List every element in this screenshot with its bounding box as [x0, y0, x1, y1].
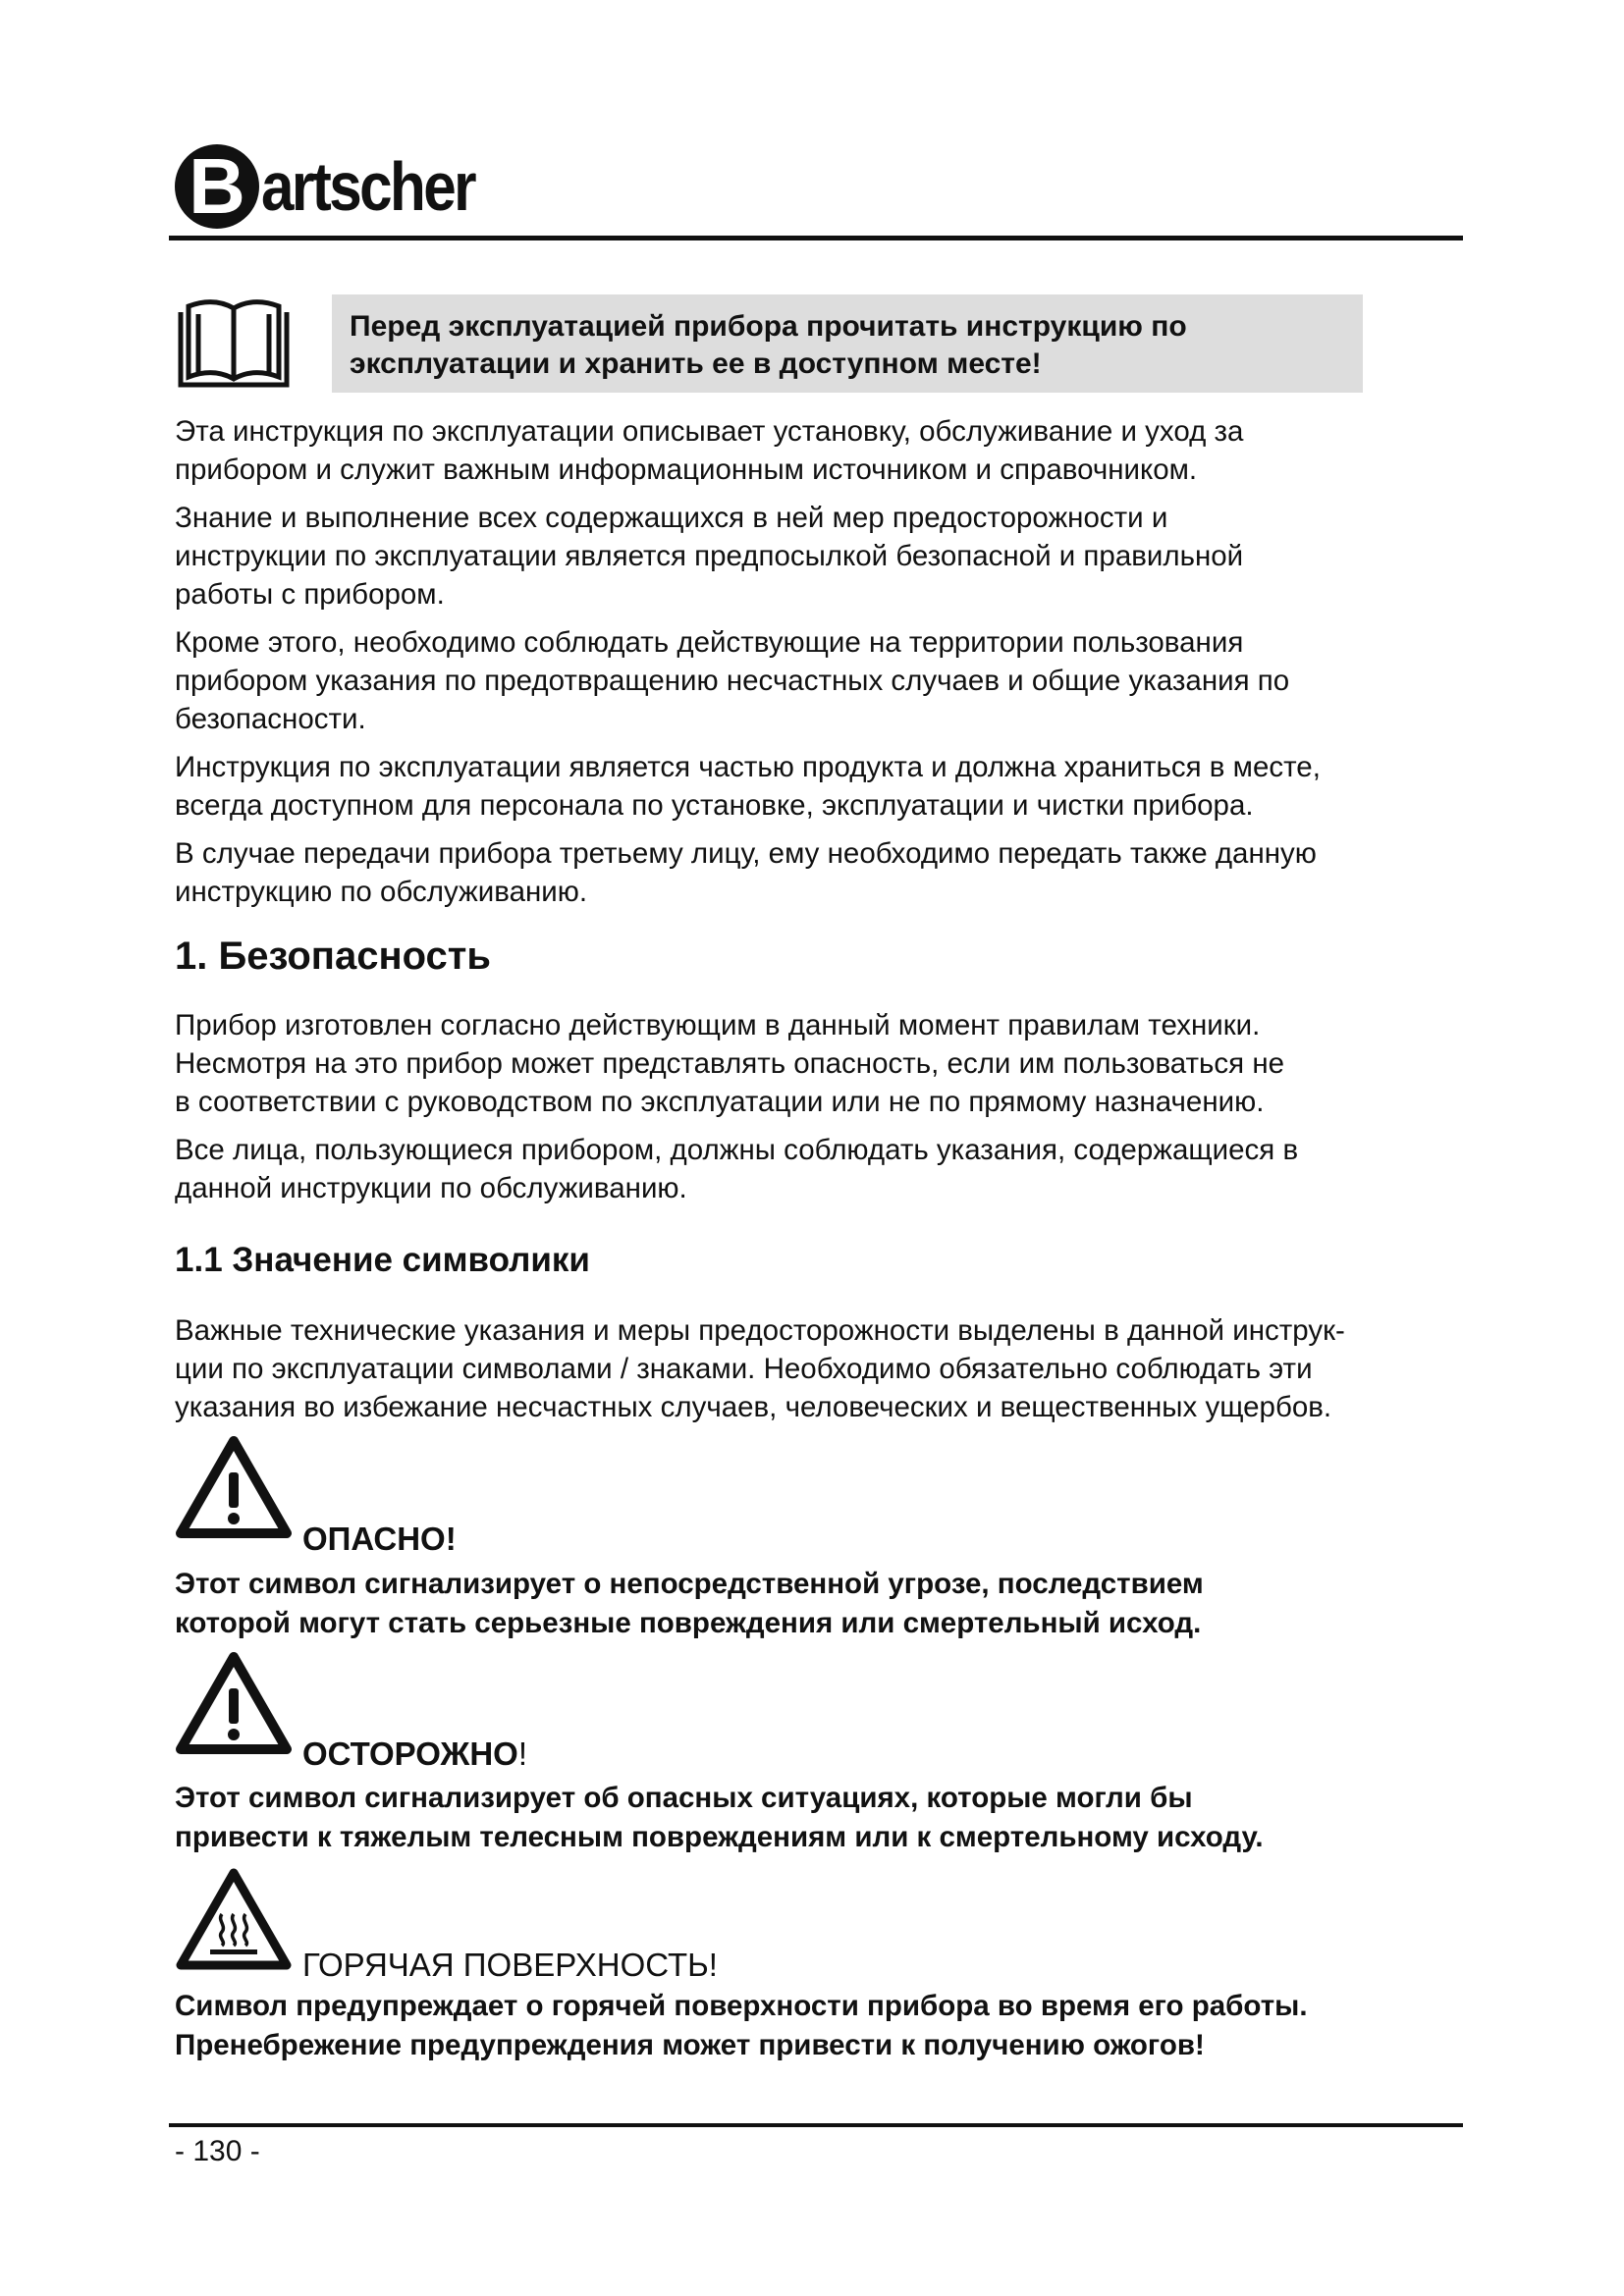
hot-surface-description — [175, 1987, 1308, 2065]
caution-title-text: ОСТОРОЖНО — [302, 1735, 518, 1772]
hot-surface-icon — [175, 1867, 293, 1973]
intro-paragraph-4 — [175, 748, 1490, 825]
intro-paragraph-1 — [175, 412, 1490, 489]
notice-line-1: Перед эксплуатацией прибора прочитать инструкцию по — [350, 310, 1187, 343]
text-line: Знание и выполнение всех содержащихся в ней мер предосторожности и — [175, 502, 1168, 534]
logo-letter: B — [189, 142, 245, 230]
text-line: Символ предупреждает о горячей поверхности прибора во время его работы. — [175, 1990, 1308, 2022]
text-line: работы с прибором. — [175, 578, 445, 611]
text-line: указания во избежание несчастных случаев, человеческих и вещественных ущербов. — [175, 1391, 1332, 1423]
page-number: - 130 - — [175, 2135, 260, 2167]
text-line: в соответствии с руководством по эксплуатации или не по прямому назначению. — [175, 1086, 1265, 1118]
brand-logo — [175, 137, 509, 236]
header-divider — [169, 236, 1463, 240]
safety-paragraph-2 — [175, 1131, 1490, 1207]
text-line: всегда доступном для персонала по установке, эксплуатации и чистки прибора. — [175, 789, 1254, 822]
text-line: Этот символ сигнализирует об опасных ситуациях, которые могли бы — [175, 1782, 1193, 1814]
warning-triangle-icon — [175, 1435, 293, 1541]
text-line: Прибор изготовлен согласно действующим в данный момент правилам техники. — [175, 1009, 1261, 1041]
text-line: инструкции по эксплуатации является предпосылкой безопасной и правильной — [175, 540, 1244, 572]
intro-paragraph-5 — [175, 834, 1490, 911]
text-line: Несмотря на это прибор может представлять опасность, если им пользоваться не — [175, 1047, 1285, 1080]
text-line: данной инструкции по обслуживанию. — [175, 1172, 687, 1204]
text-line: Инструкция по эксплуатации является частью продукта и должна храниться в месте, — [175, 751, 1321, 783]
footer-divider — [169, 2123, 1463, 2127]
danger-title — [302, 1520, 457, 1559]
text-line: прибором указания по предотвращению несчастных случаев и общие указания по — [175, 665, 1290, 697]
symbols-text — [175, 1311, 1490, 1436]
intro-paragraph-3 — [175, 623, 1490, 738]
text-line: Пренебрежение предупреждения может привести к получению ожогов! — [175, 2029, 1205, 2061]
section-heading-safety: 1. Безопасность — [175, 934, 491, 978]
text-line: Все лица, пользующиеся прибором, должны соблюдать указания, содержащиеся в — [175, 1134, 1299, 1166]
text-line: безопасности. — [175, 703, 366, 735]
text-line: Эта инструкция по эксплуатации описывает установку, обслуживание и уход за — [175, 415, 1244, 448]
symbols-paragraph-1 — [175, 1311, 1490, 1426]
caution-title — [302, 1735, 527, 1774]
safety-paragraph-1 — [175, 1006, 1490, 1121]
text-line: Этот символ сигнализирует о непосредственной угрозе, последствием — [175, 1568, 1204, 1600]
text-line: прибором и служит важным информационным источником и справочником. — [175, 454, 1198, 486]
safety-text — [175, 1006, 1490, 1217]
text-line: В случае передачи прибора третьему лицу, ему необходимо передать также данную — [175, 837, 1317, 870]
book-icon — [175, 294, 293, 393]
hot-surface-title — [302, 1946, 718, 1985]
danger-description — [175, 1565, 1204, 1643]
logo-mark — [175, 144, 259, 229]
danger-title-text: ОПАСНО! — [302, 1521, 457, 1557]
text-line: привести к тяжелым телесным повреждениям или к смертельному исходу. — [175, 1821, 1264, 1853]
hot-surface-title-text: ГОРЯЧАЯ ПОВЕРХНОСТЬ! — [302, 1947, 718, 1983]
notice-line-2: эксплуатации и хранить ее в доступном месте! — [350, 347, 1042, 380]
intro-text — [175, 412, 1490, 921]
warning-triangle-icon — [175, 1651, 293, 1757]
section-heading-symbols: 1.1 Значение символики — [175, 1241, 590, 1279]
caution-title-mark: ! — [517, 1735, 527, 1772]
text-line: Кроме этого, необходимо соблюдать действующие на территории пользования — [175, 626, 1244, 659]
intro-paragraph-2 — [175, 499, 1490, 614]
logo-text: artscher — [261, 148, 474, 225]
text-line: Важные технические указания и меры предосторожности выделены в данной инструк- — [175, 1314, 1345, 1347]
text-line: ции по эксплуатации символами / знаками. Необходимо обязательно соблюдать эти — [175, 1353, 1313, 1385]
caution-description — [175, 1779, 1264, 1857]
text-line: которой могут стать серьезные повреждения или смертельный исход. — [175, 1607, 1202, 1639]
text-line: инструкцию по обслуживанию. — [175, 876, 588, 908]
read-instructions-notice — [332, 294, 1363, 393]
